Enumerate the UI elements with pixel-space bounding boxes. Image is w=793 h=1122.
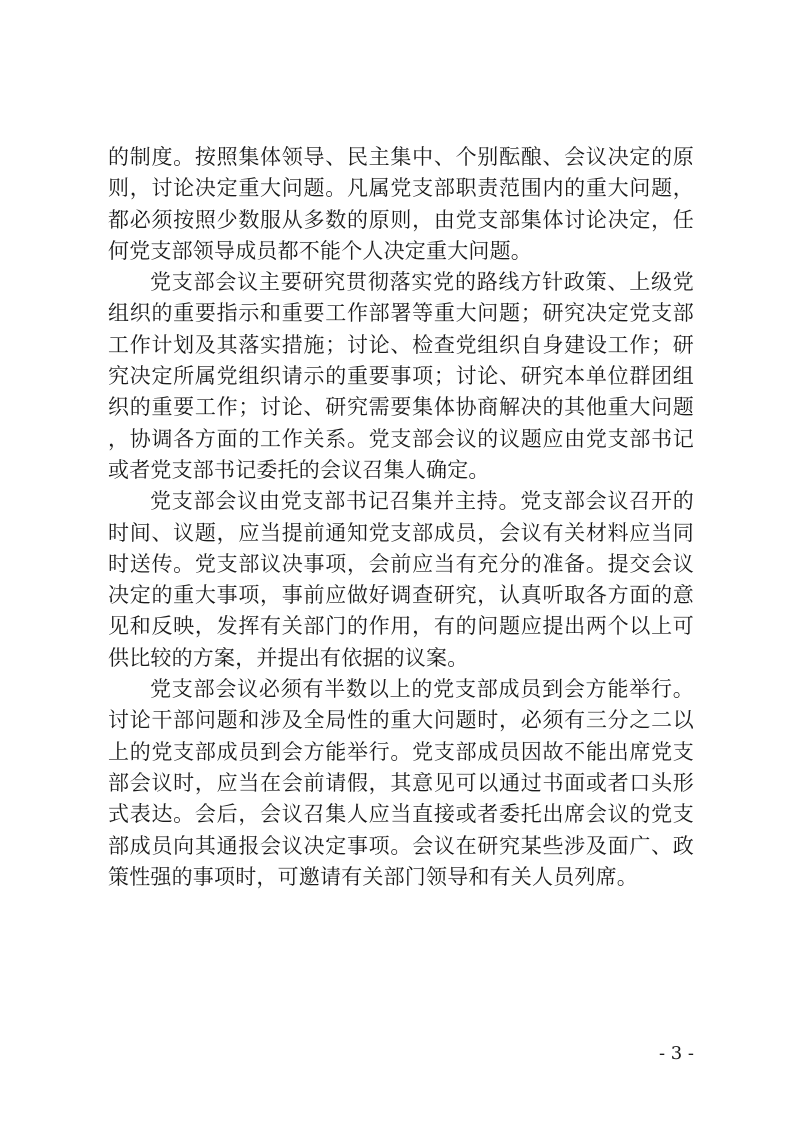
paragraph-4: 党支部会议必须有半数以上的党支部成员到会方能举行。讨论干部问题和涉及全局性的重大问题时，必须有三分之二以上的党支部成员到会方能举行。党支部成员因故不能出席党支部会议时，应当在会前请假，其意见可以通过书面或者口头形式表达。会后，会议召集人应当直接或者委托出席会议的党支部成员向其通报会议决定事项。会议在研究某些涉及面广、政策性强的事项时，可邀请有关部门领导和有关人员列席。 xyxy=(108,677,694,889)
document-body xyxy=(108,142,694,893)
paragraph-1: 的制度。按照集体领导、民主集中、个别酝酿、会议决定的原则，讨论决定重大问题。凡属党支部职责范围内的重大问题，都必须按照少数服从多数的原则，由党支部集体讨论决定，任何党支部领导成员都不能个人决定重大问题。 xyxy=(108,145,694,263)
paragraph-3: 党支部会议由党支部书记召集并主持。党支部会议召开的时间、议题，应当提前通知党支部成员，会议有关材料应当同时送传。党支部议决事项，会前应当有充分的准备。提交会议决定的重大事项，事前应做好调查研究，认真听取各方面的意见和反映，发挥有关部门的作用，有的问题应提出两个以上可供比较的方案，并提出有依据的议案。 xyxy=(108,489,694,670)
paragraph-2: 党支部会议主要研究贯彻落实党的路线方针政策、上级党组织的重要指示和重要工作部署等重大问题；研究决定党支部工作计划及其落实措施；讨论、检查党组织自身建设工作；研究决定所属党组织请示的重要事项；讨论、研究本单位群团组织的重要工作；讨论、研究需要集体协商解决的其他重大问题，协调各方面的工作关系。党支部会议的议题应由党支部书记或者党支部书记委托的会议召集人确定。 xyxy=(108,270,694,482)
page-number: - 3 - xyxy=(658,1043,694,1064)
